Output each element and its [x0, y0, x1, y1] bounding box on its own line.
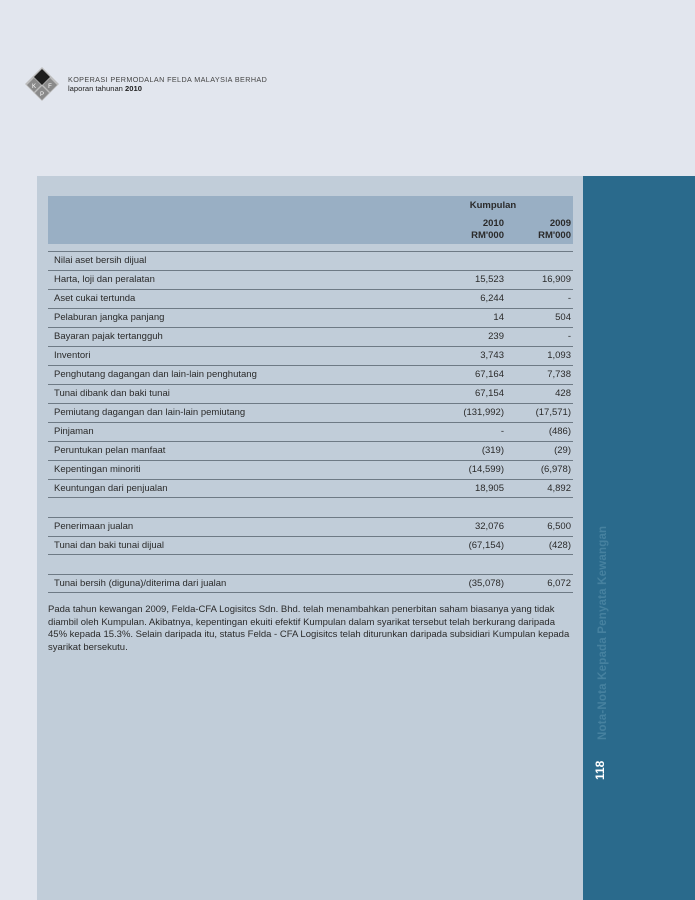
row-label: Kepentingan minoriti [54, 464, 141, 475]
organization-name: KOPERASI PERMODALAN FELDA MALAYSIA BERHAD [68, 75, 268, 84]
page-number: 118 [593, 760, 607, 780]
value-2010: (35,078) [468, 578, 504, 589]
row-label: Bayaran pajak tertangguh [54, 331, 163, 342]
row-label: Penerimaan jualan [54, 521, 134, 532]
table-row [48, 422, 573, 441]
value-2010: 67,164 [474, 369, 504, 380]
table-row [48, 365, 573, 384]
row-label: Tunai bersih (diguna)/diterima dari jualan [54, 578, 227, 589]
row-label: Peruntukan pelan manfaat [54, 445, 166, 456]
table-row [48, 308, 573, 327]
column-header-2010: 2010 RM'000 [471, 218, 504, 241]
value-2009: 4,892 [547, 483, 571, 494]
value-2010: 3,743 [480, 350, 504, 361]
row-label: Tunai dan baki tunai dijual [54, 540, 165, 551]
table-row [48, 327, 573, 346]
row-label: Harta, loji dan peralatan [54, 274, 155, 285]
table-row [48, 346, 573, 365]
row-label: Tunai dibank dan baki tunai [54, 388, 170, 399]
value-2010: 67,154 [474, 388, 504, 399]
note-paragraph: Pada tahun kewangan 2009, Felda-CFA Logisitcs Sdn. Bhd. telah menambahkan penerbitan saham biasanya yang tidak diambil oleh Kumpulan. Akibatnya, kepentingan ekuiti efektif Kumpulan dalam syarikat tersebut telah berkurang daripada 45% kepada 15.3%. Selain daripada itu, status Felda - CFA Logisitcs telah diturunkan daripada subsidiari Kumpulan kepada syarikat bersekutu. [48, 604, 570, 653]
section-row [48, 251, 573, 270]
value-2009: 504 [555, 312, 571, 323]
table-row [48, 441, 573, 460]
column-header-2009: 2009 RM'000 [538, 218, 571, 241]
table-row [48, 460, 573, 479]
section-title: Nota-Nota Kepada Penyata Kewangan [597, 525, 609, 740]
row-label: Inventori [54, 350, 91, 361]
report-subtitle: laporan tahunan 2010 [68, 84, 142, 93]
value-2009: (6,978) [540, 464, 571, 475]
value-2010: 32,076 [474, 521, 504, 532]
row-label: Penghutang dagangan dan lain-lain penghutang [54, 369, 257, 380]
row-label: Pelaburan jangka panjang [54, 312, 165, 323]
row-label: Pinjaman [54, 426, 94, 437]
value-2009: 1,093 [547, 350, 571, 361]
kpf-logo [24, 66, 60, 102]
value-2010: 14 [493, 312, 504, 323]
table-row [48, 384, 573, 403]
value-2009: (17,571) [535, 407, 571, 418]
table-row [48, 479, 573, 498]
value-2010: 239 [488, 331, 504, 342]
table-row [48, 403, 573, 422]
section-label: Nilai aset bersih dijual [54, 255, 147, 266]
svg-text:P: P [39, 92, 45, 98]
table-header [48, 196, 573, 244]
row-label: Aset cukai tertunda [54, 293, 136, 304]
value-2009: - [567, 293, 571, 304]
value-2010: (131,992) [463, 407, 504, 418]
row-label: Keuntungan dari penjualan [54, 483, 168, 494]
svg-text:F: F [48, 84, 52, 90]
group-header: Kumpulan [469, 200, 517, 211]
value-2009: 428 [555, 388, 571, 399]
value-2009: 6,500 [547, 521, 571, 532]
value-2009: - [567, 331, 571, 342]
value-2010: - [500, 426, 504, 437]
value-2010: 15,523 [474, 274, 504, 285]
value-2010: (319) [481, 445, 504, 456]
value-2009: 7,738 [547, 369, 571, 380]
table-row [48, 270, 573, 289]
table-body [48, 251, 573, 593]
table-row [48, 536, 573, 555]
svg-text:K: K [31, 84, 37, 90]
value-2009: (486) [548, 426, 571, 437]
table-row [48, 574, 573, 593]
value-2010: 6,244 [480, 293, 504, 304]
value-2010: (67,154) [468, 540, 504, 551]
value-2009: (428) [548, 540, 571, 551]
value-2009: 16,909 [541, 274, 571, 285]
value-2009: (29) [554, 445, 571, 456]
value-2009: 6,072 [547, 578, 571, 589]
table-row [48, 289, 573, 308]
value-2010: 18,905 [474, 483, 504, 494]
row-label: Pemiutang dagangan dan lain-lain pemiutang [54, 407, 246, 418]
table-row [48, 517, 573, 536]
value-2010: (14,599) [468, 464, 504, 475]
